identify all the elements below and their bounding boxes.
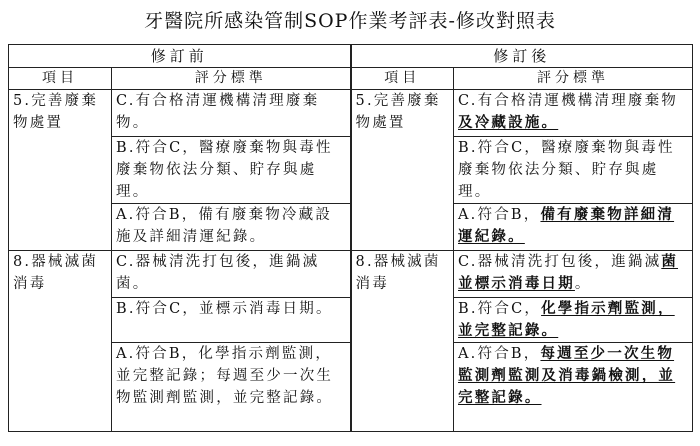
revised-text: 化學指示劑監測，並完整記錄。 bbox=[458, 300, 675, 339]
item-cell-before: 5.完善廢棄物處置 bbox=[9, 90, 112, 251]
criteria-cell-before: A.符合B，備有廢棄物冷藏設施及詳細清運紀錄。 bbox=[112, 204, 351, 251]
criteria-cell-before: C.器械清洗打包後，進鍋滅菌。 bbox=[112, 251, 351, 298]
table-row bbox=[9, 90, 693, 137]
after-criteria-header: 評分標準 bbox=[454, 68, 693, 90]
criteria-cell-before: A.符合B，化學指示劑監測，並完整記錄；每週至少一次生物監測劑監測，並完整記錄。 bbox=[112, 343, 351, 432]
item-cell-after: 5.完善廢棄物處置 bbox=[351, 90, 454, 251]
criteria-text: B.符合C， bbox=[458, 301, 542, 317]
group-header-row bbox=[9, 45, 693, 68]
criteria-cell-after bbox=[454, 343, 693, 432]
criteria-cell-after bbox=[454, 90, 693, 137]
criteria-cell-after bbox=[454, 298, 693, 343]
criteria-text: C.有合格清運機構清理廢棄物 bbox=[458, 93, 679, 109]
after-item-header: 項目 bbox=[351, 68, 454, 90]
after-group-header: 修訂後 bbox=[351, 45, 693, 68]
before-criteria-header: 評分標準 bbox=[112, 68, 351, 90]
criteria-cell-before: C.有合格清運機構清理廢棄物。 bbox=[112, 90, 351, 137]
criteria-cell-after bbox=[454, 204, 693, 251]
revised-text: 備有廢棄物詳細清運紀錄。 bbox=[458, 206, 675, 245]
comparison-table bbox=[8, 44, 693, 432]
criteria-text: B.符合C，醫療廢棄物與毒性廢棄物依法分類、貯存與處理。 bbox=[458, 140, 675, 200]
item-cell-before: 8.器械滅菌消毒 bbox=[9, 251, 112, 432]
document-title: 牙醫院所感染管制SOP作業考評表-修改對照表 bbox=[144, 10, 556, 32]
criteria-text-tail: 。 bbox=[574, 276, 592, 292]
revised-text: 菌並標示消毒日期 bbox=[458, 253, 679, 292]
before-group-header: 修訂前 bbox=[9, 45, 351, 68]
revised-text: 每週至少一次生物監測劑監測及消毒鍋檢測，並完整記錄。 bbox=[458, 345, 676, 406]
criteria-cell-before: B.符合C，醫療廢棄物與毒性廢棄物依法分類、貯存與處理。 bbox=[112, 137, 351, 204]
criteria-cell-before: B.符合C，並標示消毒日期。 bbox=[112, 298, 351, 343]
item-cell-after: 8.器械滅菌消毒 bbox=[351, 251, 454, 432]
column-header-row bbox=[9, 68, 693, 90]
criteria-text: A.符合B， bbox=[458, 207, 541, 223]
table-row bbox=[9, 251, 693, 298]
before-item-header: 項目 bbox=[9, 68, 112, 90]
criteria-cell-after bbox=[454, 251, 693, 298]
revised-text: 及冷藏設施。 bbox=[458, 114, 559, 131]
criteria-cell-after bbox=[454, 137, 693, 204]
criteria-text: C.器械清洗打包後，進鍋滅 bbox=[458, 254, 662, 270]
criteria-text: A.符合B， bbox=[458, 346, 541, 362]
